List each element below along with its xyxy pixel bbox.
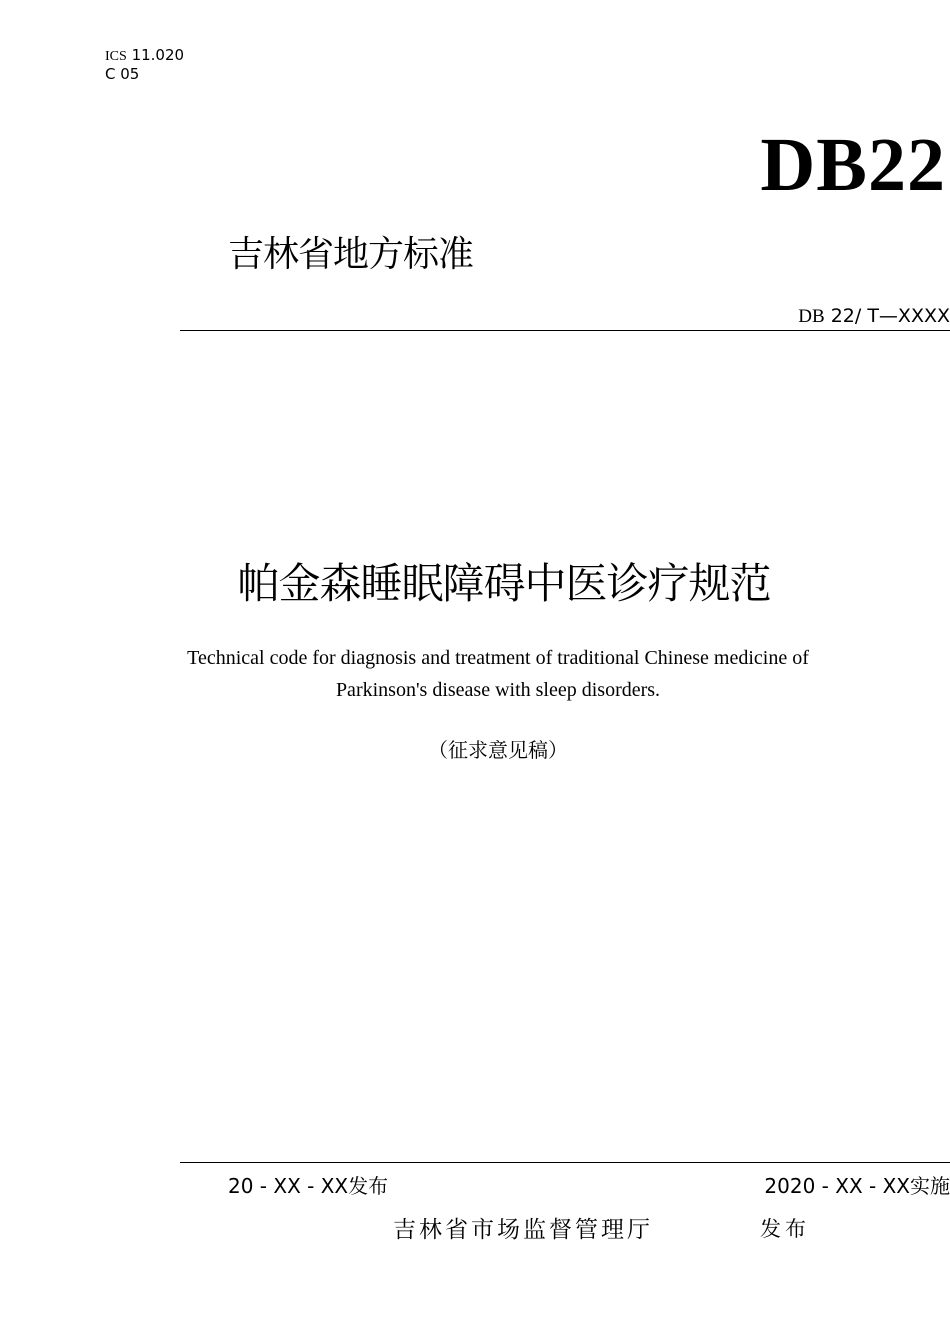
issue-label: 发布 (760, 1217, 810, 1241)
ics-number: 11.020 (131, 46, 185, 64)
top-divider (180, 330, 950, 331)
standard-number-rest: 22/ T—XXXX (830, 305, 950, 327)
standard-logo: DB22 (760, 123, 946, 207)
ics-label: ICS (105, 49, 127, 64)
standard-number (798, 304, 950, 329)
implement-date: 2020 - XX - XX实施 (764, 1174, 950, 1198)
document-title-english: Technical code for diagnosis and treatment of traditional Chinese medicine of Parkinson's disease with sleep disorders. (187, 647, 809, 701)
publish-date: 20 - XX - XX发布 (228, 1174, 389, 1198)
draft-status: （征求意见稿） (428, 738, 568, 762)
standard-number-prefix: DB (798, 306, 825, 327)
ics-code (105, 46, 184, 66)
standard-type-heading: 吉林省地方标准 (228, 234, 474, 275)
bottom-divider (180, 1162, 950, 1163)
ccs-code: C 05 (105, 65, 140, 83)
issuing-authority: 吉林省市场监督管理厅 (393, 1217, 653, 1243)
document-title-chinese: 帕金森睡眠障碍中医诊疗规范 (237, 559, 771, 608)
